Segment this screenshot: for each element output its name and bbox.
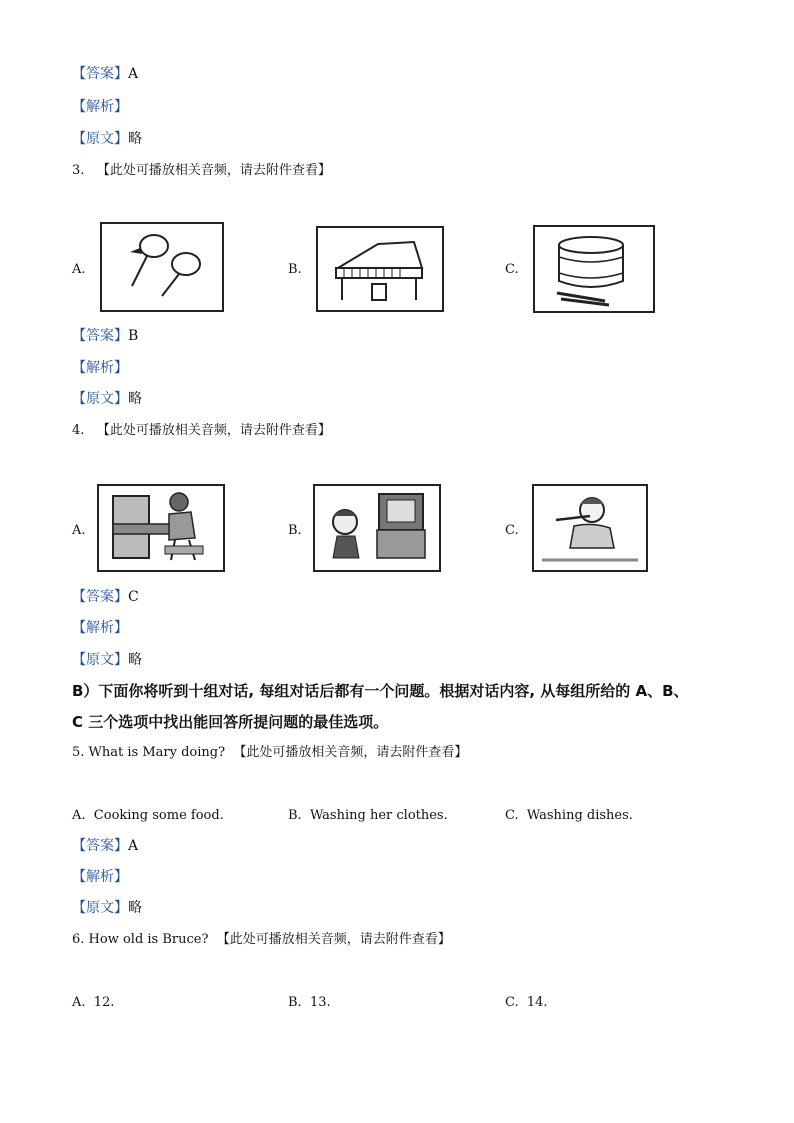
answer-value: A <box>128 838 139 854</box>
boy-watching-tv-icon <box>315 486 439 570</box>
q4-option-a-image[interactable] <box>97 484 225 572</box>
question-3-header <box>72 161 331 181</box>
piano-icon <box>318 228 442 310</box>
original-line-q2 <box>72 129 142 149</box>
option-label: B. <box>288 808 302 823</box>
question-text: 5. What is Mary doing? <box>72 745 226 760</box>
question-6-header <box>72 930 451 950</box>
q4-option-b-label[interactable]: B. <box>288 523 302 538</box>
question-5-header <box>72 743 467 763</box>
analysis-tag: 【解析】 <box>72 869 128 885</box>
q3-option-a-image[interactable] <box>100 222 224 312</box>
q4-option-c-image[interactable] <box>532 484 648 572</box>
answer-tag: 【答案】 <box>72 589 128 605</box>
boy-playing-flute-icon <box>534 486 646 570</box>
original-value: 略 <box>128 900 142 916</box>
answer-value: B <box>128 328 139 344</box>
analysis-line-q2 <box>72 97 128 117</box>
answer-line-q2 <box>72 64 138 84</box>
original-tag: 【原文】 <box>72 391 128 407</box>
section-b-instruction-line1: B）下面你将听到十组对话, 每组对话后都有一个问题。根据对话内容, 从每组所给的 A、B、 <box>72 682 689 700</box>
original-value: 略 <box>128 131 142 147</box>
option-label: C. <box>505 995 519 1010</box>
analysis-line-q4 <box>72 618 128 638</box>
option-label: C. <box>505 808 519 823</box>
analysis-tag: 【解析】 <box>72 620 128 636</box>
option-label: A. <box>72 995 86 1010</box>
analysis-tag: 【解析】 <box>72 360 128 376</box>
question-4-header <box>72 421 331 441</box>
q6-option-c[interactable] <box>505 993 548 1013</box>
section-b-instruction-line2: C 三个选项中找出能回答所提问题的最佳选项。 <box>72 713 389 731</box>
option-text: Cooking some food. <box>93 808 224 823</box>
audio-prompt: 【此处可播放相关音频，请去附件查看】 <box>233 745 468 760</box>
original-line-q4 <box>72 650 142 670</box>
option-text: Washing her clothes. <box>309 808 448 823</box>
q3-option-c-label[interactable]: C. <box>505 262 519 277</box>
original-tag: 【原文】 <box>72 900 128 916</box>
q4-option-b-image[interactable] <box>313 484 441 572</box>
q3-option-b-label[interactable]: B. <box>288 262 302 277</box>
question-number: 3. <box>72 163 85 178</box>
option-text: 13. <box>309 995 331 1010</box>
answer-line-q3 <box>72 326 138 346</box>
original-value: 略 <box>128 391 142 407</box>
q4-option-c-label[interactable]: C. <box>505 523 519 538</box>
q5-option-b[interactable] <box>288 806 448 826</box>
answer-line-q4 <box>72 587 139 607</box>
original-line-q3 <box>72 389 142 409</box>
q3-option-c-image[interactable] <box>533 225 655 313</box>
drum-icon <box>535 227 653 311</box>
answer-tag: 【答案】 <box>72 66 128 82</box>
q5-option-a[interactable] <box>72 806 224 826</box>
analysis-tag: 【解析】 <box>72 99 128 115</box>
option-label: A. <box>72 808 86 823</box>
boy-playing-piano-icon <box>99 486 223 570</box>
option-label: B. <box>288 995 302 1010</box>
audio-prompt: 【此处可播放相关音频，请去附件查看】 <box>96 423 331 438</box>
original-tag: 【原文】 <box>72 652 128 668</box>
answer-tag: 【答案】 <box>72 328 128 344</box>
question-text: 6. How old is Bruce? <box>72 932 209 947</box>
q3-option-a-label[interactable]: A. <box>72 262 86 277</box>
answer-value: C <box>128 589 139 605</box>
analysis-line-q3 <box>72 358 128 378</box>
option-text: 12. <box>93 995 115 1010</box>
q4-option-a-label[interactable]: A. <box>72 523 86 538</box>
original-value: 略 <box>128 652 142 668</box>
audio-prompt: 【此处可播放相关音频，请去附件查看】 <box>216 932 451 947</box>
original-line-q5 <box>72 898 142 918</box>
option-text: 14. <box>526 995 548 1010</box>
audio-prompt: 【此处可播放相关音频，请去附件查看】 <box>96 163 331 178</box>
answer-line-q5 <box>72 836 138 856</box>
q6-option-a[interactable] <box>72 993 114 1013</box>
original-tag: 【原文】 <box>72 131 128 147</box>
q3-option-b-image[interactable] <box>316 226 444 312</box>
q6-option-b[interactable] <box>288 993 331 1013</box>
answer-tag: 【答案】 <box>72 838 128 854</box>
badminton-rackets-icon <box>102 224 222 310</box>
question-number: 4. <box>72 423 85 438</box>
q5-option-c[interactable] <box>505 806 633 826</box>
answer-value: A <box>128 66 139 82</box>
analysis-line-q5 <box>72 867 128 887</box>
option-text: Washing dishes. <box>526 808 633 823</box>
